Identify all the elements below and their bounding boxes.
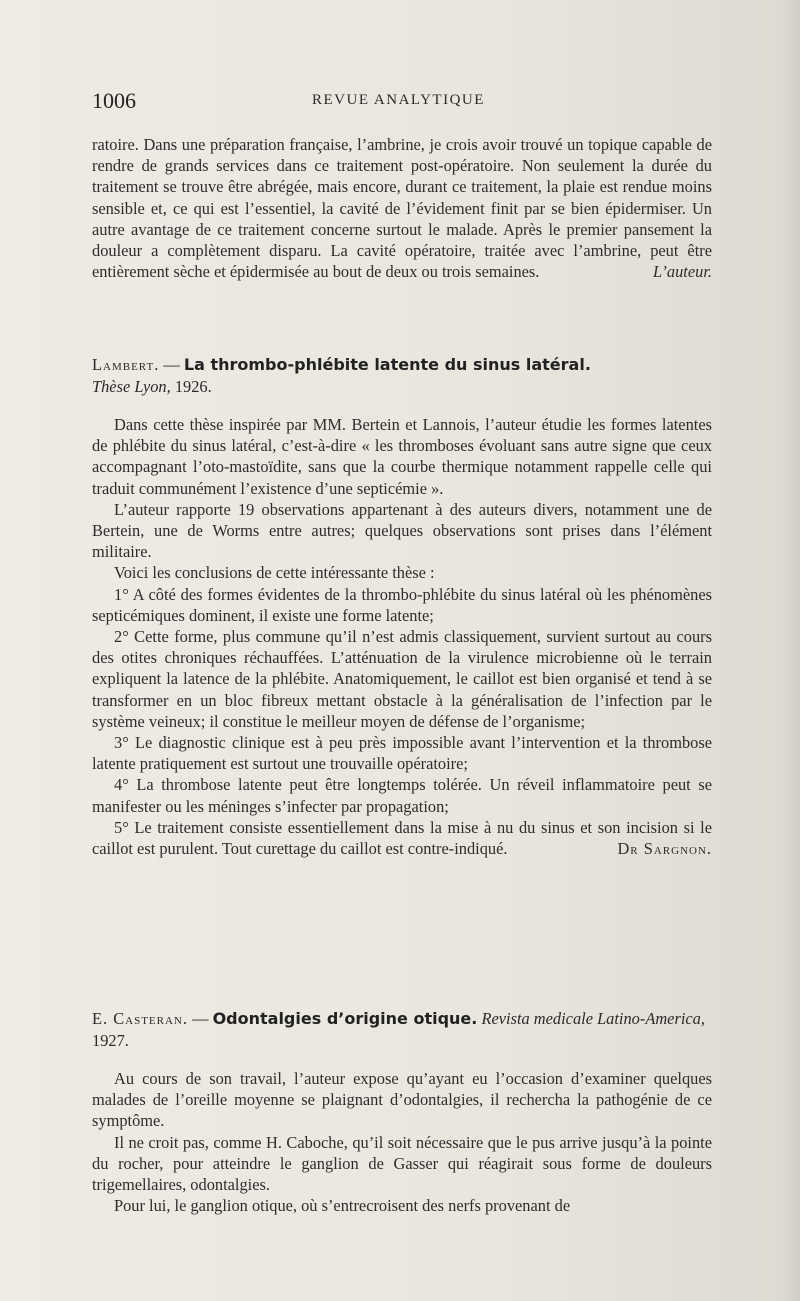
- article2-author: E. Casteran.: [92, 1009, 188, 1028]
- article1-dash: —: [159, 355, 184, 374]
- article1-title: La thrombo-phlébite latente du sinus latéral.: [183, 355, 591, 374]
- article1-paragraph: Voici les conclusions de cette intéressante thèse :: [114, 563, 435, 583]
- article1-conclusion-2: 2° Cette forme, plus commune qu’il n’est admis classiquement, survient surtout au cours des otites chroniques réchauffées. L’atténuation de la virulence microbienne où le terrain expliquent la latence de la phlébite. Anatomiquement, le caillot est bien organisé et tend à se transformer en un bloc fibreux mettant obstacle à la généralisation de l’infection par le système veineux; il constitue le meilleur moyen de défense de l’organisme;: [92, 627, 712, 731]
- article2-heading: [92, 1008, 712, 1051]
- article1-year: 1926.: [170, 376, 212, 396]
- article1-body: [92, 414, 712, 859]
- page-edge-shadow: [782, 0, 800, 1301]
- article2-source: Revista medicale Latino-America,: [481, 1009, 705, 1028]
- article1-signature: Dr Sargnon.: [617, 839, 712, 859]
- intro-block: [92, 134, 712, 282]
- article1-author: Lambert.: [92, 355, 160, 374]
- article1-conclusion-5-text: 5° Le traitement consiste essentiellement dans la mise à nu du sinus et son incision si le caillot est purulent. Tout curettage du caillot est contre-indiqué.: [92, 817, 712, 859]
- article1-heading: [92, 354, 712, 397]
- article2-paragraph: Au cours de son travail, l’auteur expose qu’ayant eu l’occasion d’examiner quelques malades de l’oreille moyenne se plaignant d’odontalgies, il rechercha la pathogénie de ce symptôme.: [92, 1069, 712, 1131]
- intro-signature: L’auteur.: [652, 262, 712, 282]
- article1-source: Thèse Lyon,: [92, 376, 171, 396]
- intro-paragraph: [92, 134, 712, 282]
- intro-text: ratoire. Dans une préparation française, l’ambrine, je crois avoir trouvé un topique capable de rendre de grands services dans ce traitement post-opératoire. Non seulement la durée du traitement se trouve être abrégée, mais encore, durant ce traitement, la plaie est rendue moins sensible et, ce qui est l’essentiel, la cavité de l’évidement finit par se bien épidermiser. Un autre avantage de ce traitement concerne surtout le malade. Après le premier pansement la douleur a complètement disparu. La cavité opératoire, traitée avec l’ambrine, peut être entièrement sèche et épidermisée au bout de deux ou trois semaines.: [92, 135, 712, 282]
- article2-paragraph: Il ne croit pas, comme H. Caboche, qu’il soit nécessaire que le pus arrive jusqu’à la pointe du rocher, pour atteindre le ganglion de Gasser qui réagirait sous forme de douleurs trigemellaires, odontalgies.: [92, 1132, 712, 1195]
- article2-body: [92, 1068, 712, 1216]
- running-title: REVUE ANALYTIQUE: [312, 92, 485, 108]
- article1-paragraph: Dans cette thèse inspirée par MM. Bertein et Lannois, l’auteur étudie les formes latentes de phlébite du sinus latéral, c’est-à-dire « les thromboses évoluant sans autre signe que ceux accompagnant l’oto-mastoïdite, sans que la courbe thermique notamment rappelle celle qui traduit communément l’existence d’une septicémie ».: [92, 415, 712, 498]
- article2-dash: —: [187, 1009, 213, 1028]
- article1-paragraph: L’auteur rapporte 19 observations appartenant à des auteurs divers, notamment une de Bertein, une de Worms entre autres; quelques observations sont prises dans l’élément militaire.: [92, 499, 712, 562]
- article2-paragraph: Pour lui, le ganglion otique, où s’entrecroisent des nerfs provenant de: [114, 1196, 571, 1216]
- page-header: [92, 88, 712, 116]
- article2-year: 1927.: [92, 1030, 129, 1050]
- article2-title: Odontalgies d’origine otique.: [212, 1009, 478, 1028]
- article1-conclusion-5: [92, 817, 712, 859]
- article1-conclusion-1: 1° A côté des formes évidentes de la thrombo-phlébite du sinus latéral où les phénomènes septicémiques dominent, il existe une forme latente;: [92, 584, 712, 625]
- article1-conclusion-3: 3° Le diagnostic clinique est à peu près impossible avant l’intervention et la thrombose latente pratiquement est surtout une trouvaille opératoire;: [92, 733, 712, 774]
- page-number: 1006: [92, 88, 136, 113]
- article1-conclusion-4: 4° La thrombose latente peut être longtemps tolérée. Un réveil inflammatoire peut se manifester ou les méninges s’infecter par propagation;: [92, 775, 712, 816]
